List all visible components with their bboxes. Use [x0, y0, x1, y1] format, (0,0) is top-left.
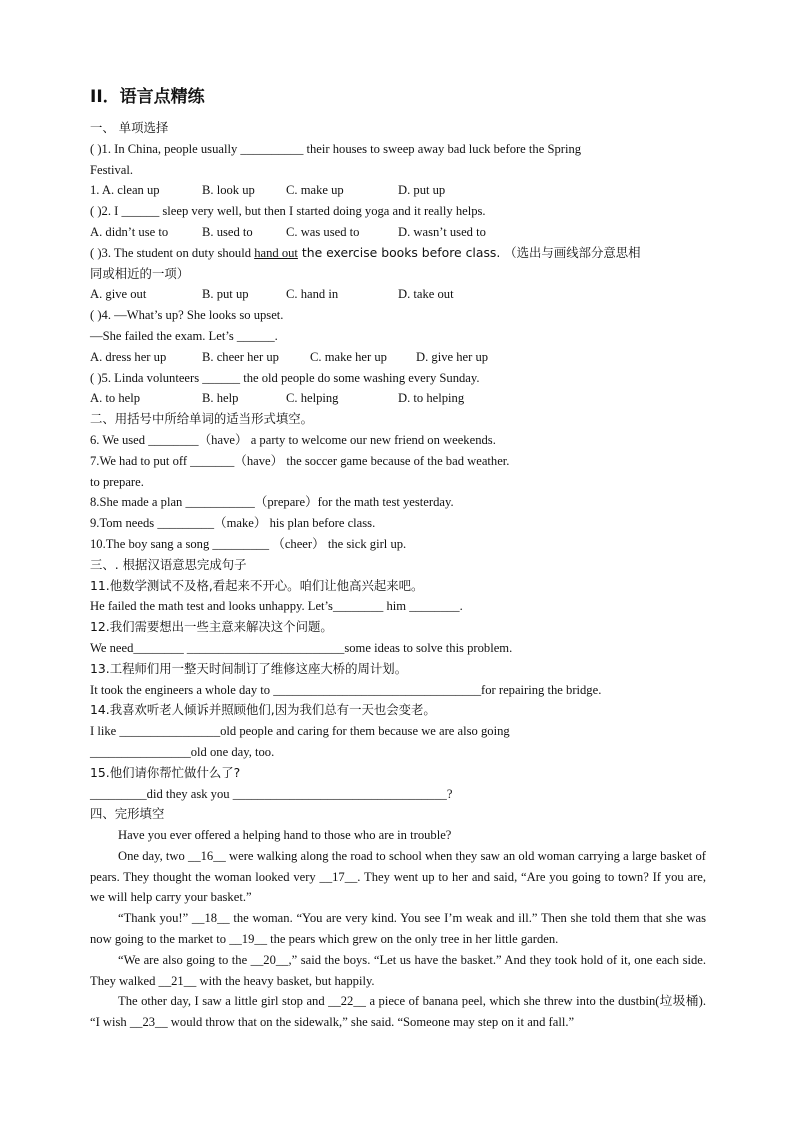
option-b: B. help — [202, 391, 239, 406]
cloze-paragraph-3: “Thank you!” __18__ the woman. “You are very kind. You see I’m weak and ill.” Then she told them that she was now going to the market to __19__ the pears which grew on the only tree in her little garden. — [90, 911, 706, 947]
option-c: C. make up — [286, 183, 344, 198]
question-10: 10.The boy sang a song _________ （cheer） the sick girl up. — [90, 536, 407, 551]
option-a: A. give out — [90, 287, 147, 302]
question-3-stem-end: the exercise books before class. （选出与画线部分意思相 — [297, 244, 641, 260]
question-3-stem-cont: 同或相近的一项） — [90, 265, 190, 281]
section-3-heading: 三、. 根据汉语意思完成句子 — [90, 556, 247, 572]
question-2-stem: ( )2. I ______ sleep very well, but then I started doing yoga and it really helps. — [90, 204, 486, 219]
question-13-chinese: 13.工程师们用一整天时间制订了维修这座大桥的周计划。 — [90, 660, 408, 676]
question-7-cont: to prepare. — [90, 474, 144, 489]
section-2-heading: 二、用括号中所给单词的适当形式填空。 — [90, 411, 314, 427]
underlined-phrase: hand out — [254, 245, 298, 260]
page-title: II．语言点精练 — [90, 87, 205, 107]
question-3-stem — [90, 243, 706, 264]
question-1-options — [90, 180, 706, 201]
option-a: 1. A. clean up — [90, 183, 160, 198]
cloze-paragraph-1: Have you ever offered a helping hand to those who are in trouble? — [118, 828, 452, 843]
option-a: A. didn’t use to — [90, 224, 169, 239]
option-d: D. to helping — [398, 391, 465, 406]
question-4-stem-cont: —She failed the exam. Let’s ______. — [90, 328, 278, 343]
question-6: 6. We used ________（have） a party to welcome our new friend on weekends. — [90, 432, 496, 447]
cloze-paragraph-5: The other day, I saw a little girl stop and __22__ a piece of banana peel, which she threw into the dustbin(垃圾桶). “I wish __23__ would throw that on the sidewalk,” she said. “Someone may step on it and fall.” — [90, 994, 706, 1030]
question-12-chinese: 12.我们需要想出一些主意来解决这个问题。 — [90, 619, 333, 635]
option-d: D. give her up — [416, 349, 489, 364]
question-4-stem: ( )4. —What’s up? She looks so upset. — [90, 308, 284, 323]
option-b: B. put up — [202, 287, 249, 302]
question-13-english: It took the engineers a whole day to _________________________________for repairing the bridge. — [90, 682, 602, 697]
option-b: B. look up — [202, 183, 255, 198]
option-c: C. helping — [286, 391, 339, 406]
option-b: B. used to — [202, 224, 253, 239]
question-14-english: I like ________________old people and caring for them because we are also going — [90, 724, 510, 739]
option-a: A. dress her up — [90, 349, 167, 364]
question-7: 7.We had to put off _______（have） the soccer game because of the bad weather. — [90, 453, 510, 468]
question-11-chinese: 11.他数学测试不及格,看起来不开心。咱们让他高兴起来吧。 — [90, 577, 424, 593]
question-5-stem: ( )5. Linda volunteers ______ the old people do some washing every Sunday. — [90, 370, 480, 385]
option-c: C. hand in — [286, 287, 339, 302]
question-11-english: He failed the math test and looks unhappy. Let’s________ him ________. — [90, 599, 463, 614]
question-15-english: _________did they ask you __________________________________? — [90, 786, 453, 801]
question-3-stem-start: ( )3. The student on duty should — [90, 245, 255, 260]
question-8: 8.She made a plan ___________（prepare）for the math test yesterday. — [90, 495, 454, 510]
question-2-options — [90, 222, 706, 243]
question-3-options — [90, 284, 706, 305]
question-15-chinese: 15.他们请你帮忙做什么了? — [90, 764, 241, 780]
cloze-paragraph-2: One day, two __16__ were walking along the road to school when they saw an old woman carrying a large basket of pears. They thought the woman looked very __17__. They went up to her and said, “Are you going to town? If you are, we will help carry your basket.” — [90, 848, 706, 905]
section-4-heading: 四、完形填空 — [90, 806, 165, 822]
question-14-chinese: 14.我喜欢听老人倾诉并照顾他们,因为我们总有一天也会变老。 — [90, 702, 436, 718]
question-4-options — [90, 347, 706, 368]
option-d: D. take out — [398, 287, 454, 302]
option-c: C. was used to — [286, 224, 360, 239]
cloze-paragraph-4: “We are also going to the __20__,” said the boys. “Let us have the basket.” And they took hold of it, one each side. They walked __21__ with the heavy basket, but happily. — [90, 952, 706, 988]
question-5-options — [90, 388, 706, 409]
question-9: 9.Tom needs _________（make） his plan before class. — [90, 516, 376, 531]
worksheet — [90, 86, 706, 1033]
question-12-english: We need________ _________________________some ideas to solve this problem. — [90, 640, 513, 655]
option-b: B. cheer her up — [202, 349, 279, 364]
option-a: A. to help — [90, 391, 141, 406]
section-1-heading: 一、 单项选择 — [90, 120, 169, 135]
question-1-stem-cont: Festival. — [90, 162, 134, 177]
option-d: D. put up — [398, 183, 446, 198]
question-1-stem: ( )1. In China, people usually __________ their houses to sweep away bad luck before the Spring — [90, 141, 582, 156]
option-d: D. wasn’t used to — [398, 224, 486, 239]
option-c: C. make her up — [310, 349, 387, 364]
question-14-english-cont: ________________old one day, too. — [90, 744, 275, 759]
